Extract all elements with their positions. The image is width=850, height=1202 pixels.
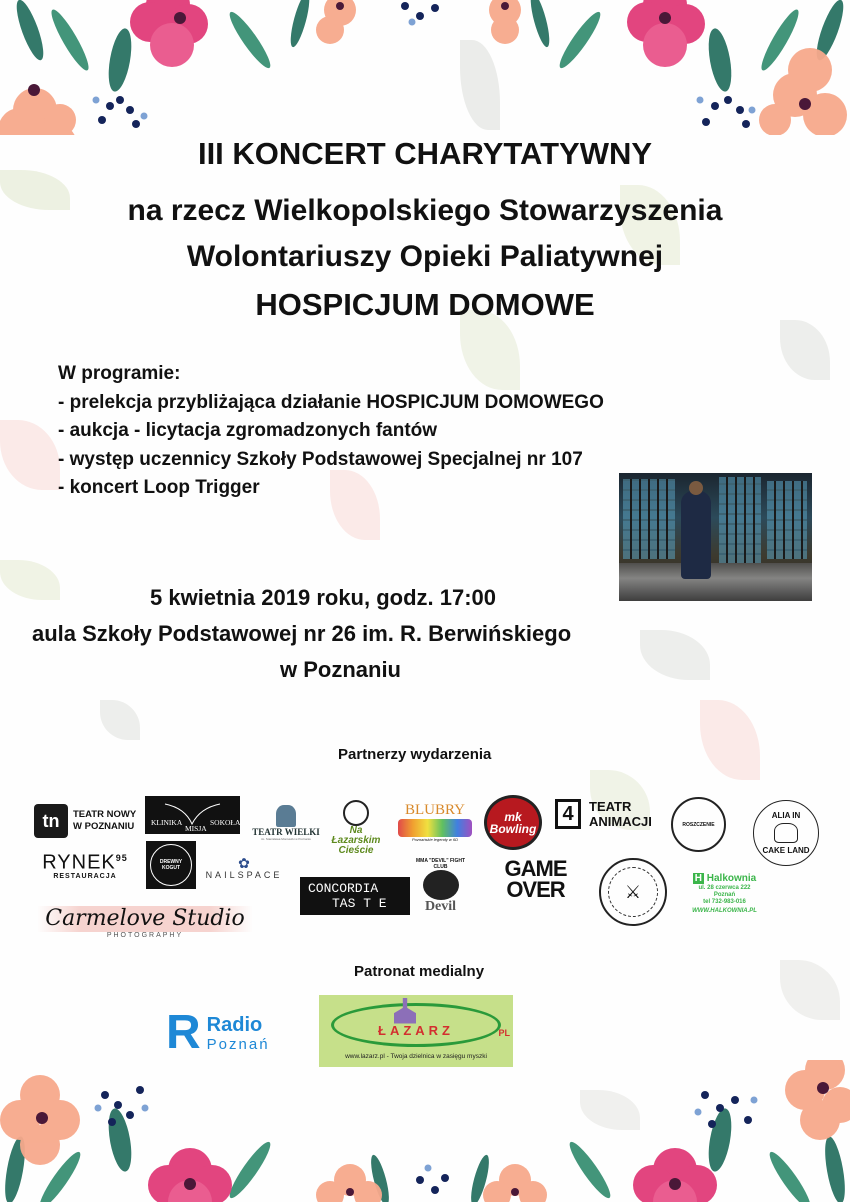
logo-halkownia: H Halkownia ul. 28 czerwca 222 Poznań tel 732-983-016 WWW.HALKOWNIA.PL [692, 873, 757, 914]
pizza-icon [343, 800, 369, 826]
logo-lazarz-pl: ŁAZARZ PL www.lazarz.pl - Twoja dzielnica w zasięgu myszki [319, 995, 513, 1067]
logo-drewny-kogut: DREWNY KOGUT [146, 841, 196, 889]
logo-roszczenie: ROSZCZENIE [671, 797, 726, 852]
cake-icon [774, 823, 798, 843]
organization-name: HOSPICJUM DOMOWE [255, 287, 595, 322]
logo-concordia-taste: CONCORDIA TAS T E [300, 877, 410, 915]
logo-teatr-wielki: TEATR WIELKI im. Stanisława Moniuszki w Poznaniu [252, 800, 320, 846]
logo-game-over: GAME OVER [504, 856, 567, 902]
lotus-icon: ✿ [238, 855, 250, 871]
colorful-animals-graphic [398, 819, 472, 837]
event-title: III KONCERT CHARYTATYWNY [197, 136, 653, 171]
event-date: 5 kwietnia 2019 roku, godz. 17:00 [150, 585, 497, 610]
event-venue: aula Szkoły Podstawowej nr 26 im. R. Berwińskiego [32, 621, 572, 646]
logo-na-lazarskim-ciescie: Na Łazarskim Cieście [326, 797, 386, 859]
top-floral-border [0, 0, 850, 135]
program-heading: W programie: [58, 363, 181, 384]
media-heading: Patronat medialny [354, 963, 485, 980]
organization-line-1: na rzecz Wielkopolskiego Stowarzyszenia [127, 194, 723, 227]
bottom-floral-border [0, 1060, 850, 1202]
logo-klinika-misja-sokola: KLINIKA MISJA SOKOŁA [145, 796, 240, 834]
logo-nailspace: ✿ NAILSPACE [205, 855, 283, 880]
performer-photo [619, 473, 812, 601]
logo-devil-fight-club: MMA "DEVIL" FIGHT CLUB Devil [416, 858, 465, 914]
pegasus-icon [276, 805, 296, 827]
fighters-icon: ⚔ [608, 867, 658, 917]
program-item: - prelekcja przybliżająca działanie HOSPICJUM DOMOWEGO [58, 391, 604, 413]
logo-mk-bowling: mk Bowling [484, 795, 542, 850]
organization-line-2: Wolontariuszy Opieki Paliatywnej [186, 240, 664, 273]
program-item: - koncert Loop Trigger [58, 477, 260, 498]
church-icon [394, 998, 416, 1024]
logo-radio-poznan: R Radio Poznań [166, 1006, 270, 1059]
logo-alia-in-cake-land: ALIA IN CAKE LAND [753, 800, 819, 866]
logo-rynek-95: RYNEK$^{95}$ RESTAURACJA [42, 851, 128, 880]
logo-teatr-animacji: 4 TEATR ANIMACJI [555, 796, 665, 832]
program-item: - występ uczennicy Szkoły Podstawowej Specjalnej nr 107 [58, 448, 583, 470]
logo-carmelove-studio: Carmelove Studio PHOTOGRAPHY [25, 898, 265, 946]
program-list [58, 360, 604, 503]
event-city: w Poznaniu [280, 657, 401, 682]
program-item: - aukcja - licytacja zgromadzonych fantów [58, 420, 438, 441]
logo-teatr-nowy: tn TEATR NOWY W POZNANIU [34, 803, 140, 839]
logo-wcsi [599, 858, 667, 926]
partners-heading: Partnerzy wydarzenia [338, 746, 492, 763]
logo-blubry: BLUBRY Poznańskie legendy w 6D [395, 797, 475, 847]
